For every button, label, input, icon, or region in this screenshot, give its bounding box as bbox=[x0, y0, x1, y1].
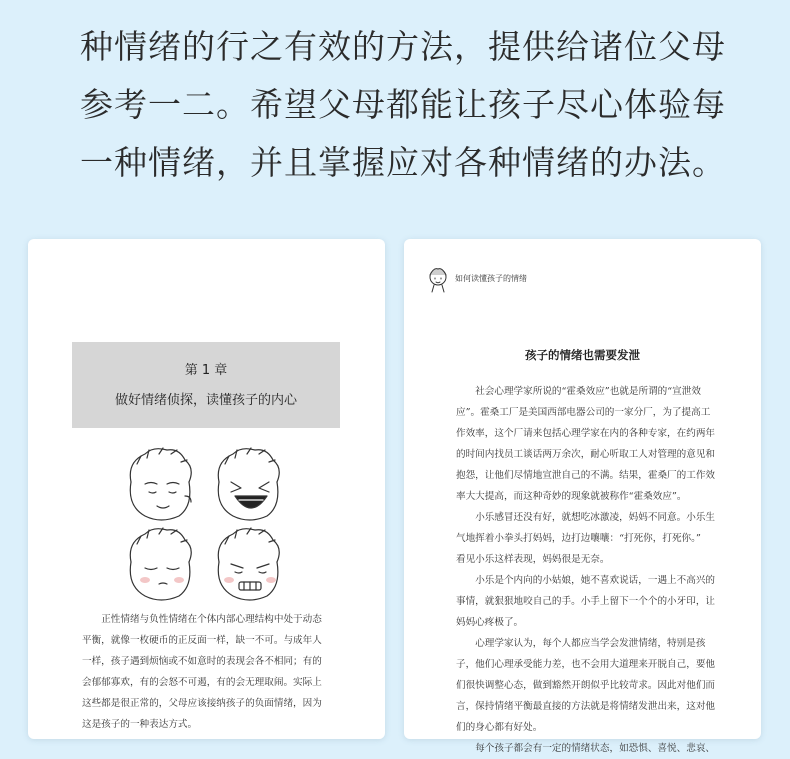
text-line: 们的身心都有好处。 bbox=[456, 722, 543, 733]
text-line: 这些都是很正常的，父母应该接纳孩子的负面情绪，因为 bbox=[82, 698, 322, 709]
intro-text bbox=[80, 18, 760, 192]
text-line: 小乐感冒还没有好，就想吃冰激凌，妈妈不同意。小乐生 bbox=[475, 512, 716, 523]
intro-line: 参考一二。希望父母都能让孩子尽心体验每 bbox=[80, 85, 726, 124]
text-line: 事情，就狠狠地咬自己的手。小手上留下一个个的小牙印，让 bbox=[456, 596, 716, 607]
child-avatar-icon bbox=[426, 265, 450, 293]
chapter-title: 做好情绪侦探，读懂孩子的内心 bbox=[114, 393, 297, 408]
intro-line: 种情绪的行之有效的方法，提供给诸位父母 bbox=[80, 27, 726, 66]
text-line: 子，他们心理承受能力差，也不会用大道理来开脱自己，要他 bbox=[456, 659, 716, 670]
text-line: 言，保持情绪平衡最直接的方法就是将情绪发泄出来，这对他 bbox=[456, 701, 716, 712]
text-line: 率大大提高，而这种奇妙的现象就被称作“霍桑效应”。 bbox=[456, 491, 687, 502]
text-line: 这是孩子的一种表达方式。 bbox=[82, 719, 198, 730]
chapter-number: 第 1 章 bbox=[184, 363, 228, 378]
right-page bbox=[404, 239, 761, 754]
chapter-intro-text bbox=[82, 609, 338, 735]
text-line: 平衡，就像一枚硬币的正反面一样，缺一不可。与成年人 bbox=[82, 635, 322, 646]
text-line: 心理学家认为，每个人都应当学会发泄情绪，特别是孩 bbox=[475, 638, 706, 649]
text-line: 社会心理学家所说的“霍桑效应”也就是所谓的“宣泄效 bbox=[475, 386, 701, 397]
four-faces-illustration bbox=[123, 444, 293, 604]
text-line: 应”。霍桑工厂是美国西部电器公司的一家分厂，为了提高工 bbox=[456, 407, 711, 418]
intro-line: 一种情绪，并且掌握应对各种情绪的办法。 bbox=[80, 143, 726, 182]
text-line: 一样，孩子遇到烦恼或不如意时的表现会各不相同；有的 bbox=[82, 656, 322, 667]
text-line: 作效率，这个厂请来包括心理学家在内的各种专家，在约两年 bbox=[456, 428, 716, 439]
text-line: 每个孩子都会有一定的情绪状态，如恐惧、喜悦、悲哀、 bbox=[475, 743, 716, 754]
text-line: 看见小乐这样表现，妈妈很是无奈。 bbox=[456, 554, 610, 565]
left-page bbox=[28, 239, 385, 739]
text-line: 会郁郁寡欢，有的会怒不可遏，有的会无理取闹。实际上 bbox=[82, 677, 322, 688]
text-line: 们很快调整心态，做到豁然开朗似乎比较苛求。因此对他们而 bbox=[456, 680, 716, 691]
running-header: 如何读懂孩子的情绪 bbox=[455, 274, 527, 283]
section-title: 孩子的情绪也需要发泄 bbox=[525, 348, 640, 362]
text-line: 正性情绪与负性情绪在个体内部心理结构中处于动态 bbox=[101, 614, 322, 625]
text-line: 抱怨，让他们尽情地宣泄自己的不满。结果，霍桑厂的工作效 bbox=[456, 470, 716, 481]
text-line: 小乐是个内向的小姑娘，她不喜欢说话，一遇上不高兴的 bbox=[475, 575, 716, 586]
text-line: 气地挥着小拳头打妈妈，边打边嚷嚷：“打死你，打死你。” bbox=[456, 533, 701, 544]
text-line: 妈妈心疼极了。 bbox=[456, 617, 524, 628]
chapter-header bbox=[72, 342, 340, 428]
text-line: 的时间内找员工谈话两万余次，耐心听取工人对管理的意见和 bbox=[456, 449, 716, 460]
section-body bbox=[456, 381, 718, 759]
